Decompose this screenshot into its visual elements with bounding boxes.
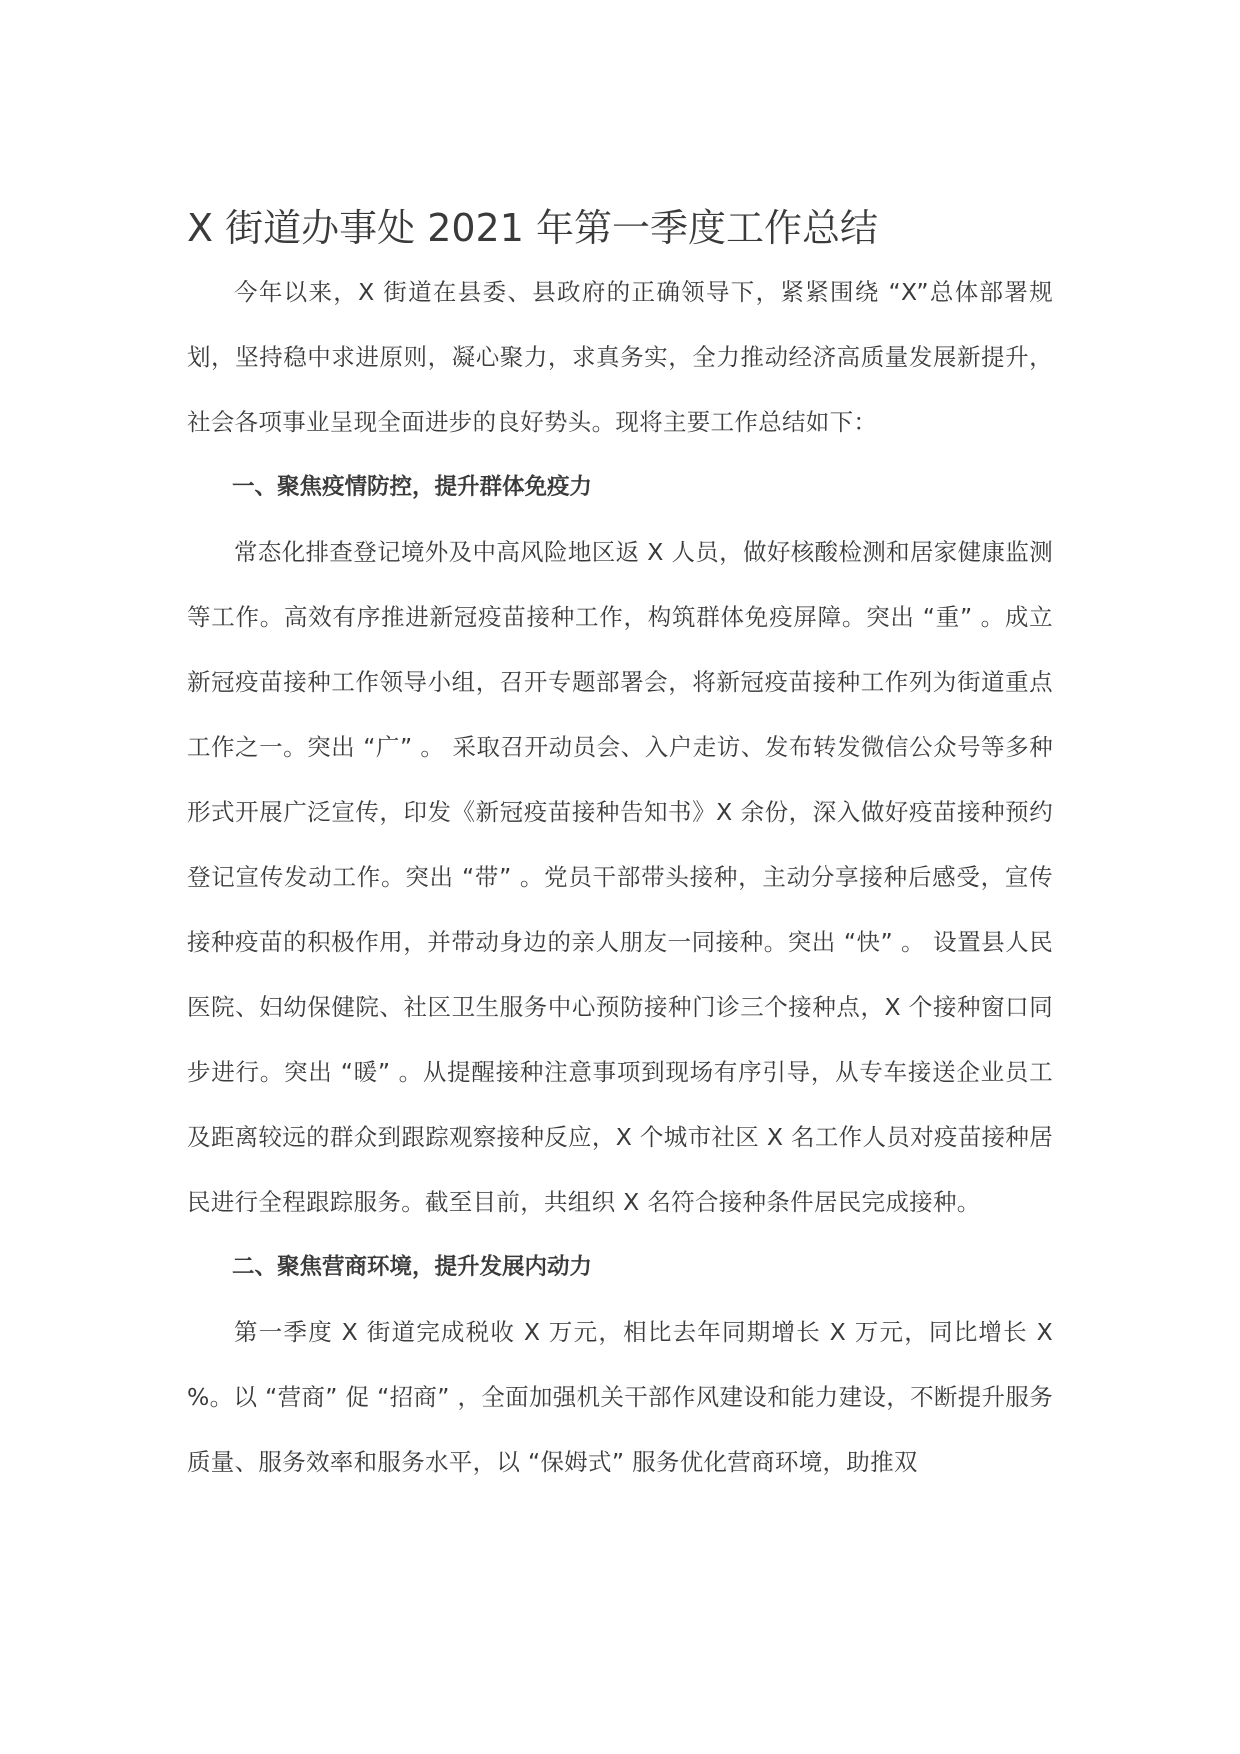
document-title: X 街道办事处 2021 年第一季度工作总结 — [187, 206, 878, 250]
section-heading-business: 二、聚焦营商环境，提升发展内动力 — [232, 1254, 593, 1280]
intro-paragraph: 今年以来，X 街道在县委、县政府的正确领导下，紧紧围绕 “X”总体部署规划，坚持稳中求进原则，凝心聚力，求真务实，全力推动经济高质量发展新提升，社会各项事业呈现全面进步的良好势头。现将主要工作总结如下： — [187, 278, 1053, 436]
document-body — [187, 200, 1053, 1495]
section-body-business: 第一季度 X 街道完成税收 X 万元，相比去年同期增长 X 万元，同比增长 X %。以 “营商” 促 “招商” ，全面加强机关干部作风建设和能力建设，不断提升服务质量、服务效率和服务水平，以 “保姆式” 服务优化营商环境，助推双 — [187, 1318, 1053, 1476]
section-heading-epidemic: 一、聚焦疫情防控，提升群体免疫力 — [232, 474, 593, 500]
section-body-epidemic: 常态化排查登记境外及中高风险地区返 X 人员，做好核酸检测和居家健康监测等工作。高效有序推进新冠疫苗接种工作，构筑群体免疫屏障。突出 “重” 。成立新冠疫苗接种工作领导小组，召开专题部署会，将新冠疫苗接种工作列为街道重点工作之一。突出 “广” 。 采取召开动员会、入户走访、发布转发微信公众号等多种形式开展广泛宣传，印发《新冠疫苗接种告知书》X 余份，深入做好疫苗接种预约登记宣传发动工作。突出 “带” 。党员干部带头接种，主动分享接种后感受，宣传接种疫苗的积极作用，并带动身边的亲人朋友一同接种。突出 “快” 。 设置县人民医院、妇幼保健院、社区卫生服务中心预防接种门诊三个接种点，X 个接种窗口同步进行。突出 “暖” 。从提醒接种注意事项到现场有序引导，从专车接送企业员工及距离较远的群众到跟踪观察接种反应，X 个城市社区 X 名工作人员对疫苗接种居民进行全程跟踪服务。截至目前，共组织 X 名符合接种条件居民完成接种。 — [187, 538, 1053, 1216]
